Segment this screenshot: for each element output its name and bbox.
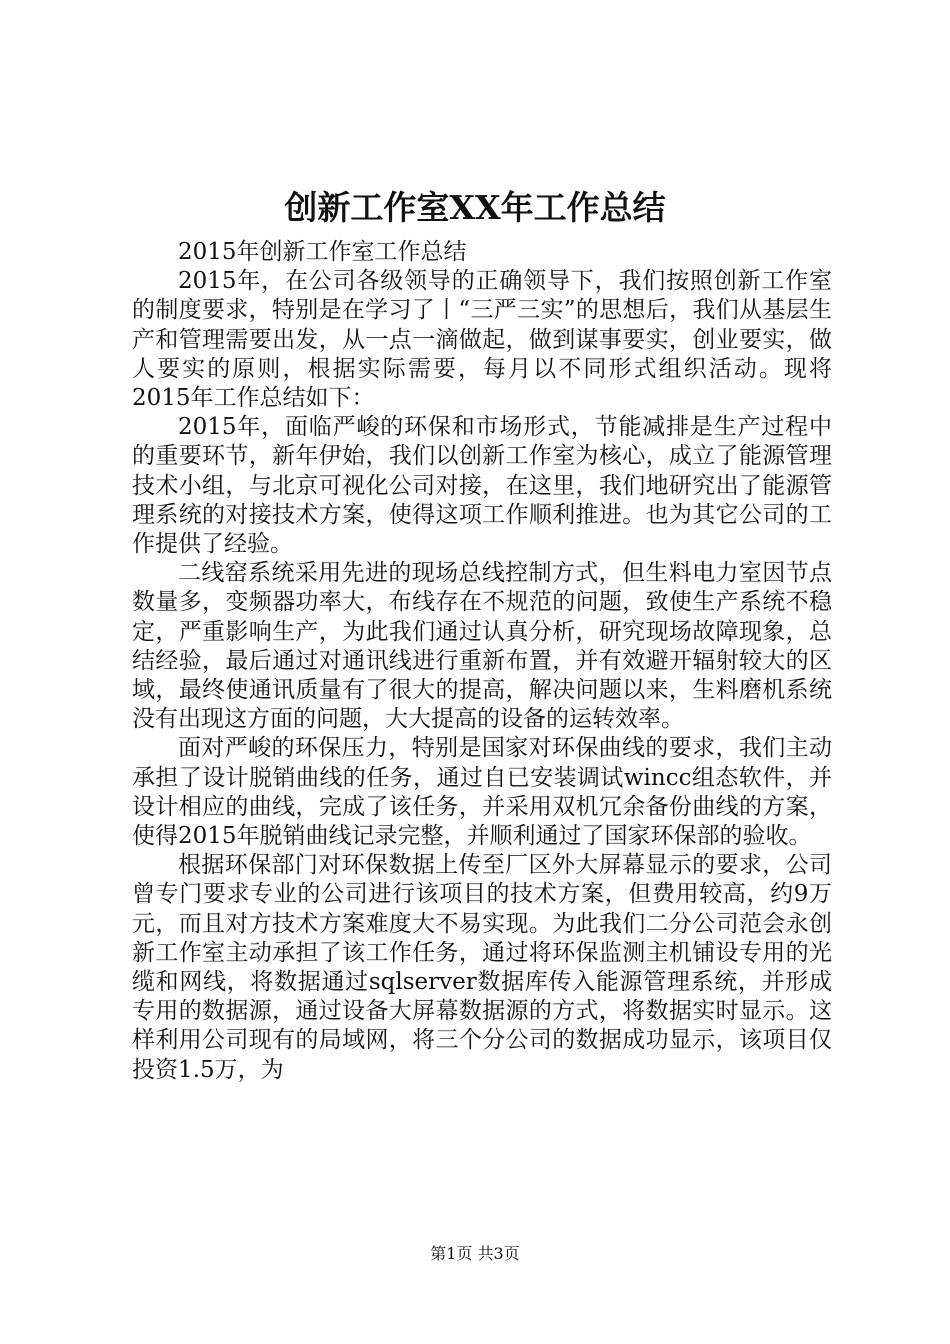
page-footer: 第1页 共3页: [430, 1244, 520, 1263]
page-title: 创新工作室XX年工作总结: [284, 188, 666, 227]
paragraph-intro: 2015年，在公司各级领导的正确领导下，我们按照创新工作室的制度要求，特别是在学习了丨“三严三实”的思想后，我们从基层生产和管理需要出发，从一点一滴做起，做到谋事要实，创业要实，做人要实的原则，根据实际需要，每月以不同形式组织活动。现将2015年工作总结如下：: [132, 268, 832, 412]
paragraph-energy-management: 2015年，面临严峻的环保和市场形式，节能减排是生产过程中的重要环节，新年伊始，我们以创新工作室为核心，成立了能源管理技术小组，与北京可视化公司对接，在这里，我们地研究出了能源管理系统的对接技术方案，使得这项工作顺利推进。也为其它公司的工作提供了经验。: [132, 414, 832, 558]
paragraph-kiln-system: 二线窑系统采用先进的现场总线控制方式，但生料电力室因节点数量多，变频器功率大，布线存在不规范的问题，致使生产系统不稳定，严重影响生产，为此我们通过认真分析，研究现场故障现象，总结经验，最后通过对通讯线进行重新布置，并有效避开辐射较大的区域，最终使通讯质量有了很大的提高，解决问题以来，生料磨机系统没有出现这方面的问题，大大提高的设备的运转效率。: [132, 560, 832, 733]
paragraph-denitration-curve: 面对严峻的环保压力，特别是国家对环保曲线的要求，我们主动承担了设计脱销曲线的任务，通过自已安装调试wincc组态软件，并设计相应的曲线，完成了该任务，并采用双机冗余备份曲线的方案，使得2015年脱销曲线记录完整，并顺利通过了国家环保部的验收。: [132, 735, 832, 850]
paragraph-subtitle: 2015年创新工作室工作总结: [178, 239, 467, 265]
document-body: [132, 238, 832, 1085]
paragraph-environmental-data: 根据环保部门对环保数据上传至厂区外大屏幕显示的要求，公司曾专门要求专业的公司进行该项目的技术方案，但费用较高，约9万元，而且对方技术方案难度大不易实现。为此我们二分公司范会永创新工作室主动承担了该工作任务，通过将环保监测主机铺设专用的光缆和网线，将数据通过sqlserver数据库传入能源管理系统，并形成专用的数据源，通过设备大屏幕数据源的方式，将数据实时显示。这样利用公司现有的局域网，将三个分公司的数据成功显示，该项目仅投资1.5万，为: [132, 852, 832, 1083]
